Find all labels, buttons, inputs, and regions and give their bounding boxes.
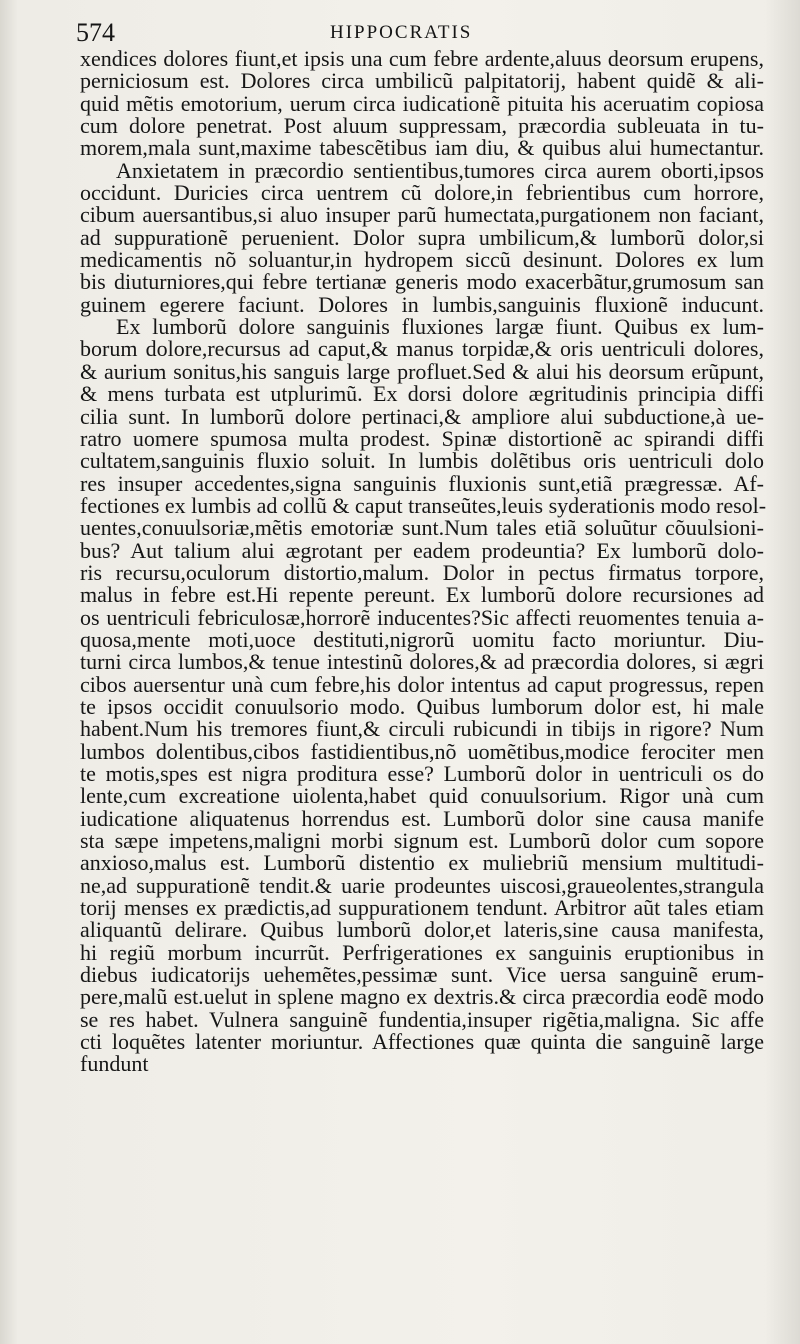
text-line: quid mẽtis emotorium, uerum circa iudicationẽ pituita his aceruatim copiosa: [80, 90, 764, 116]
text-line: iudicatione aliquatenus horrendus est. Lumborũ dolor sine causa manife: [80, 805, 764, 831]
body-text: [80, 46, 767, 1098]
page-number: 574: [76, 18, 115, 47]
text-line: os uentriculi febriculosæ,horrorẽ inducentes?Sic affecti reuomentes tenuia a-: [80, 604, 764, 630]
text-line: morem,mala sunt,maxime tabescẽtibus iam diu, & quibus alui humectantur.: [80, 135, 764, 161]
text-line: cti loquẽtes latenter moriuntur. Affectiones quæ quinta die sanguinẽ large: [80, 1029, 764, 1055]
text-line: ratro uomere spumosa multa prodest. Spinæ distortionẽ ac spirandi diffi: [80, 425, 764, 451]
text-line: fundunt: [80, 1051, 149, 1077]
text-line: cultatem,sanguinis fluxio soluit. In lumbis dolẽtibus oris uentriculi dolo: [80, 448, 764, 474]
text-line: te ipsos occidit conuulsorio modo. Quibus lumborum dolor est, hi male: [80, 693, 764, 719]
text-line: Ex lumborũ dolore sanguinis fluxiones largæ fiunt. Quibus ex lum-: [116, 314, 764, 340]
running-head: HIPPOCRATIS: [330, 22, 473, 43]
text-line: cum dolore penetrat. Post aluum suppressam, præcordia subleuata in tu-: [80, 113, 764, 139]
text-line: res insuper accedentes,signa sanguinis fluxionis sunt,etiã prægressæ. Af-: [80, 470, 764, 496]
text-line: & aurium sonitus,his sanguis large profluet.Sed & alui his deorsum erũpunt,: [80, 358, 764, 384]
text-line: se res habet. Vulnera sanguinẽ fundentia,insuper rigẽtia,maligna. Sic affe: [80, 1006, 764, 1032]
text-line: te motis,spes est nigra proditura esse? Lumborũ dolor in uentriculi os do: [80, 761, 764, 786]
text-line: uentes,conuulsoriæ,mẽtis emotoriæ sunt.Num tales etiã soluũtur cõuulsioni-: [80, 515, 764, 541]
text-line: hi regiũ morbum incurrũt. Perfrigerationes ex sanguinis eruptionibus in: [80, 939, 764, 965]
text-line: borum dolore,recursus ad caput,& manus torpidæ,& oris uentriculi dolores,: [80, 336, 764, 362]
text-line: pere,malũ est.uelut in splene magno ex dextris.& circa præcordia eodẽ modo: [80, 984, 764, 1010]
page-edge-shadow: [766, 0, 800, 1344]
text-line: torij menses ex prædictis,ad suppurationem tendunt. Arbitror aũt tales etiam: [80, 895, 764, 921]
text-line: habent.Num his tremores fiunt,& circuli rubicundi in tibijs in rigore? Num: [80, 716, 764, 742]
text-line: bis diuturniores,qui febre tertianæ generis modo exacerbãtur,grumosum san: [80, 269, 764, 295]
catchword: [80, 1076, 764, 1098]
text-line: turni circa lumbos,& tenue intestinũ dolores,& ad præcordia dolores, si ægri: [80, 649, 764, 675]
text-line: guinem egerere faciunt. Dolores in lumbis,sanguinis fluxionẽ inducunt.: [80, 291, 764, 317]
text-line: xendices dolores fiunt,et ipsis una cum febre ardente,aluus deorsum erupens,: [80, 46, 764, 71]
text-line: malus in febre est.Hi repente pereunt. Ex lumborũ dolore recursiones ad: [80, 582, 764, 608]
text-line: quosa,mente moti,uoce destituti,nigrorũ uomitu facto moriuntur. Diu-: [80, 626, 764, 652]
text-line: ad suppurationẽ peruenient. Dolor supra umbilicum,& lumborũ dolor,si: [80, 224, 764, 250]
text-line: bus? Aut talium alui ægrotant per eadem prodeuntia? Ex lumborũ dolo-: [80, 537, 764, 563]
text-line: fectiones ex lumbis ad collũ & caput transeũtes,leuis syderationis modo resol-: [80, 492, 767, 518]
text-line: ne,ad suppurationẽ tendit.& uarie prodeuntes uiscosi,graueolentes,strangula: [80, 872, 764, 898]
text-line: perniciosum est. Dolores circa umbilicũ palpitatorij, habent quidẽ & ali-: [80, 68, 764, 94]
page-header: [76, 18, 766, 48]
text-line: anxioso,malus est. Lumborũ distentio ex muliebriũ mensium multitudi-: [80, 850, 764, 876]
text-line: cibos auersentur unà cum febre,his dolor intentus ad caput progressus, repen: [80, 671, 764, 697]
text-line: Anxietatem in præcordio sentientibus,tumores circa aurem oborti,ipsos: [116, 157, 764, 183]
text-line: diebus iudicatorijs uehemẽtes,pessimæ sunt. Vice uersa sanguinẽ erum-: [80, 962, 764, 988]
text-line: lente,cum excreatione uiolenta,habet quid conuulsorium. Rigor unà cum: [80, 783, 764, 809]
text-line: & mens turbata est utplurimũ. Ex dorsi dolore ægritudinis principia diffi: [80, 381, 764, 407]
text-line: cibum auersantibus,si aluo insuper parũ humectata,purgationem non faciant,: [80, 202, 764, 228]
text-line: cilia sunt. In lumborũ dolore pertinaci,& ampliore alui subductione,à ue-: [80, 403, 764, 429]
text-line: aliquantũ delirare. Quibus lumborũ dolor,et lateris,sine causa manifesta,: [80, 917, 764, 943]
text-line: medicamentis nõ soluantur,in hydropem siccũ desinunt. Dolores ex lum: [80, 247, 764, 273]
text-line: ris recursu,oculorum distortio,malum. Dolor in pectus firmatus torpore,: [80, 559, 764, 585]
text-line: sta sæpe impetens,maligni morbi signum est. Lumborũ dolor cum sopore: [80, 828, 764, 854]
text-line: lumbos dolentibus,cibos fastidientibus,nõ uomẽtibus,modice ferociter men: [80, 738, 764, 764]
text-line: occidunt. Duricies circa uentrem cũ dolore,in febrientibus cum horrore,: [80, 180, 764, 206]
